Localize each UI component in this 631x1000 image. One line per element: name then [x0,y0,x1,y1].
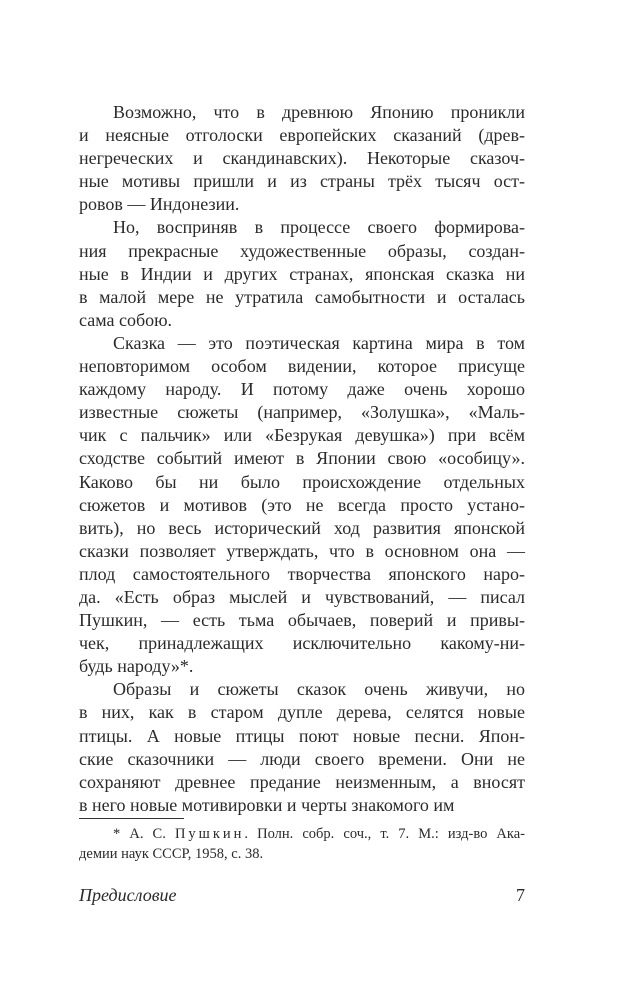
text-line: чек, принадлежащих исключительно какому-ни- [79,633,525,654]
text-line: Пушкин, — есть тьма обычаев, поверий и привы- [79,610,525,631]
text-line: известные сюжеты (например, «Золушка», «Маль- [79,402,525,423]
text-line: Образы и сюжеты сказок очень живучи, но [113,679,525,700]
text-line: в малой мере не утратила самобытности и осталась [79,286,525,307]
footnote-rule [79,818,184,819]
text-line: птицы. А новые птицы поют новые песни. Япон- [79,725,525,746]
footnote-author: Пушкин [174,826,245,842]
text-line: сама собою. [79,309,173,330]
paragraph [79,678,525,817]
text-line: ные в Индии и других странах, японская сказка ни [79,263,525,284]
text-line: ровов — Индонезии. [79,194,240,215]
text-line: сказки позволяет утверждать, что в основном она — [79,540,525,561]
footnote-line [79,824,525,844]
footnote-marker: * А. С. [113,826,166,842]
text-line: негреческих и скандинавских). Некоторые сказоч- [79,148,525,169]
text-line: будь народу»*. [79,656,194,677]
footnote [79,824,525,864]
text-line: в него новые мотивировки и черты знакомого им [79,794,455,815]
text-line: и неясные отголоски европейских сказаний (древ- [79,125,525,146]
text-line: Сказка — это поэтическая картина мира в том [113,332,525,353]
text-line: в них, как в старом дупле дерева, селятся новые [79,702,525,723]
text-line: неповторимом особом видении, которое присуще [79,356,525,377]
text-line: Каково бы ни было происхождение отдельных [79,471,525,492]
text-line: вить), но весь исторический ход развития японской [79,517,525,538]
paragraph [79,332,525,678]
paragraph [79,101,525,216]
text-line: сходстве событий имеют в Японии свою «особицу». [79,448,525,469]
text-line: ные мотивы пришли и из страны трёх тысяч ост- [79,171,525,192]
text-line: Но, восприняв в процессе своего формирова- [113,217,525,238]
running-footer-title: Предисловие [79,885,177,905]
text-line: каждому народу. И потому даже очень хорошо [79,379,525,400]
footnote-line: демии наук СССР, 1958, с. 38. [79,846,264,862]
page-number: 7 [516,885,525,905]
text-line: ния прекрасные художественные образы, создан- [79,240,525,261]
text-line: ские сказочники — люди своего времени. Они не [79,748,525,769]
text-line: сюжетов и мотивов (это не всегда просто устано- [79,494,525,515]
text-line: Возможно, что в древнюю Японию проникли [113,102,525,122]
body-text [79,101,525,817]
text-line: плод самостоятельного творчества японского наро- [79,563,525,584]
footnote-text: . Полн. собр. соч., т. 7. М.: изд-во Ака- [244,826,525,842]
text-line: чик с пальчик» или «Безрукая девушка») при всём [79,425,525,446]
text-line: да. «Есть образ мыслей и чувствований, — писал [79,586,525,607]
text-line: сохраняют древнее предание неизменным, а вносят [79,771,525,792]
paragraph [79,216,525,331]
